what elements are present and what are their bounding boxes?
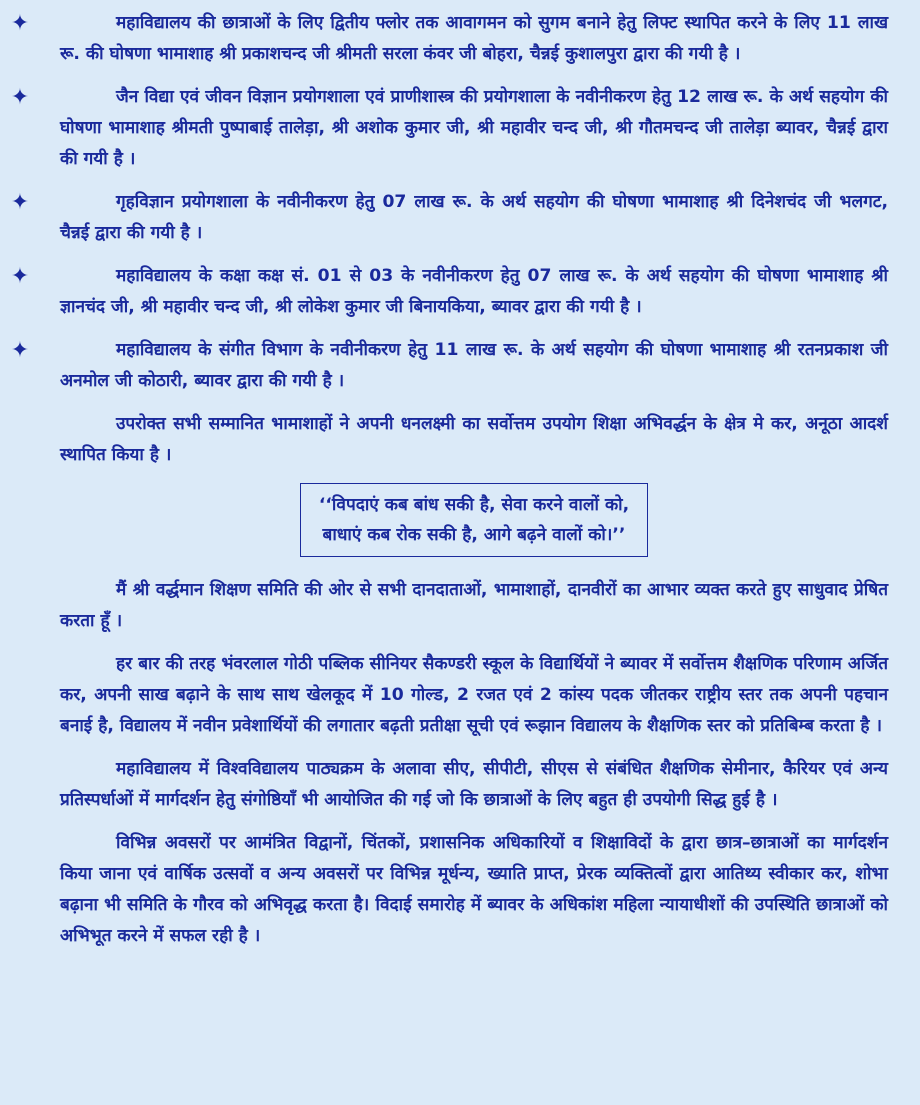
quote-box	[300, 483, 648, 557]
paragraph-intro: उपरोक्त सभी सम्मानित भामाशाहों ने अपनी धनलक्ष्मी का सर्वोत्तम उपयोग शिक्षा अभिवर्द्धन के क्षेत्र मे कर, अनूठा आदर्श स्थापित किया है ।	[60, 414, 888, 465]
bullet-item-music-department	[10, 335, 888, 397]
bullet-item-lab-renovation	[10, 82, 888, 175]
bullet-text: महाविद्यालय के कक्षा कक्ष सं. 01 से 03 के नवीनीकरण हेतु 07 लाख रू. के अर्थ सहयोग की घोषणा भामाशाह श्री ज्ञानचंद जी, श्री महावीर चन्द जी, श्री लोकेश कुमार जी बिनायकिया, ब्यावर द्वारा की गयी है ।	[60, 266, 888, 317]
bullet-star-icon: ✦	[10, 264, 30, 289]
bullet-item-lift	[10, 8, 888, 70]
bullet-item-classrooms	[10, 261, 888, 323]
bullet-star-icon: ✦	[10, 190, 30, 215]
bullet-text: गृहविज्ञान प्रयोगशाला के नवीनीकरण हेतु 07 लाख रू. के अर्थ सहयोग की घोषणा भामाशाह श्री दिनेशचंद जी भलगट, चैन्नई द्वारा की गयी है ।	[60, 192, 888, 243]
paragraph-thanks: मैं श्री वर्द्धमान शिक्षण समिति की ओर से सभी दानदाताओं, भामाशाहों, दानवीरों का आभार व्यक्त करते हुए साधुवाद प्रेषित करता हूँ ।	[60, 580, 888, 631]
paragraph-guests: विभिन्न अवसरों पर आमंत्रित विद्वानों, चिंतकों, प्रशासनिक अधिकारियों व शिक्षाविदों के द्वारा छात्र–छात्राओं का मार्गदर्शन किया जाना एवं वार्षिक उत्सवों व अन्य अवसरों पर विभिन्न मूर्धन्य, ख्याति प्राप्त, प्रेरक व्यक्तित्वों द्वारा आतिथ्य स्वीकार कर, शोभा बढ़ाना भी समिति के गौरव को अभिवृद्ध करता है। विदाई समारोह में ब्यावर के अधिकांश महिला न्यायाधीशों की उपस्थिति छात्राओं को अभिभूत करने में सफल रही है ।	[60, 833, 888, 946]
bullet-text: महाविद्यालय के संगीत विभाग के नवीनीकरण हेतु 11 लाख रू. के अर्थ सहयोग की घोषणा भामाशाह श्री रतनप्रकाश जी अनमोल जी कोठारी, ब्यावर द्वारा की गयी है ।	[60, 340, 888, 391]
bullet-text: महाविद्यालय की छात्राओं के लिए द्वितीय फ्लोर तक आवागमन को सुगम बनाने हेतु लिफ्ट स्थापित करने के लिए 11 लाख रू. की घोषणा भामाशाह श्री प्रकाशचन्द जी श्रीमती सरला कंवर जी बोहरा, चैन्नई कुशालपुरा द्वारा की गयी है ।	[60, 13, 888, 64]
bullet-item-home-science-lab	[10, 187, 888, 249]
bullet-star-icon: ✦	[10, 338, 30, 363]
paragraph-seminars: महाविद्यालय में विश्वविद्यालय पाठ्यक्रम के अलावा सीए, सीपीटी, सीएस से संबंधित शैक्षणिक सेमीनार, कैरियर एवं अन्य प्रतिस्पर्धाओं में मार्गदर्शन हेतु संगोष्ठियाँ भी आयोजित की गई जो कि छात्राओं के लिए बहुत ही उपयोगी सिद्ध हुई है ।	[60, 759, 888, 810]
bullet-star-icon: ✦	[10, 11, 30, 36]
bullet-text: जैन विद्या एवं जीवन विज्ञान प्रयोगशाला एवं प्राणीशास्त्र की प्रयोगशाला के नवीनीकरण हेतु 12 लाख रू. के अर्थ सहयोग की घोषणा भामाशाह श्रीमती पुष्पाबाई तालेड़ा, श्री अशोक कुमार जी, श्री महावीर चन्द जी, श्री गौतमचन्द जी तालेड़ा ब्यावर, चैन्नई द्वारा की गयी है ।	[60, 87, 888, 169]
paragraph-school-achievements: हर बार की तरह भंवरलाल गोठी पब्लिक सीनियर सैकण्डरी स्कूल के विद्यार्थियों ने ब्यावर में सर्वोत्तम शैक्षणिक परिणाम अर्जित कर, अपनी साख बढ़ाने के साथ साथ खेलकूद में 10 गोल्ड, 2 रजत एवं 2 कांस्य पदक जीतकर राष्ट्रीय स्तर तक अपनी पहचान बनाई है, विद्यालय में नवीन प्रवेशार्थियों की लगातार बढ़ती प्रतीक्षा सूची एवं रूझान विद्यालय के शैक्षणिक स्तर को प्रतिबिम्ब करता है ।	[60, 654, 888, 736]
quote-line-1: ‘‘विपदाएं कब बांध सकी है, सेवा करने वालों को,	[318, 495, 630, 515]
quote-container	[60, 483, 888, 557]
quote-line-2: बाधाएं कब रोक सकी है, आगे बढ़ने वालों को।’’	[322, 525, 626, 545]
bullet-star-icon: ✦	[10, 85, 30, 110]
